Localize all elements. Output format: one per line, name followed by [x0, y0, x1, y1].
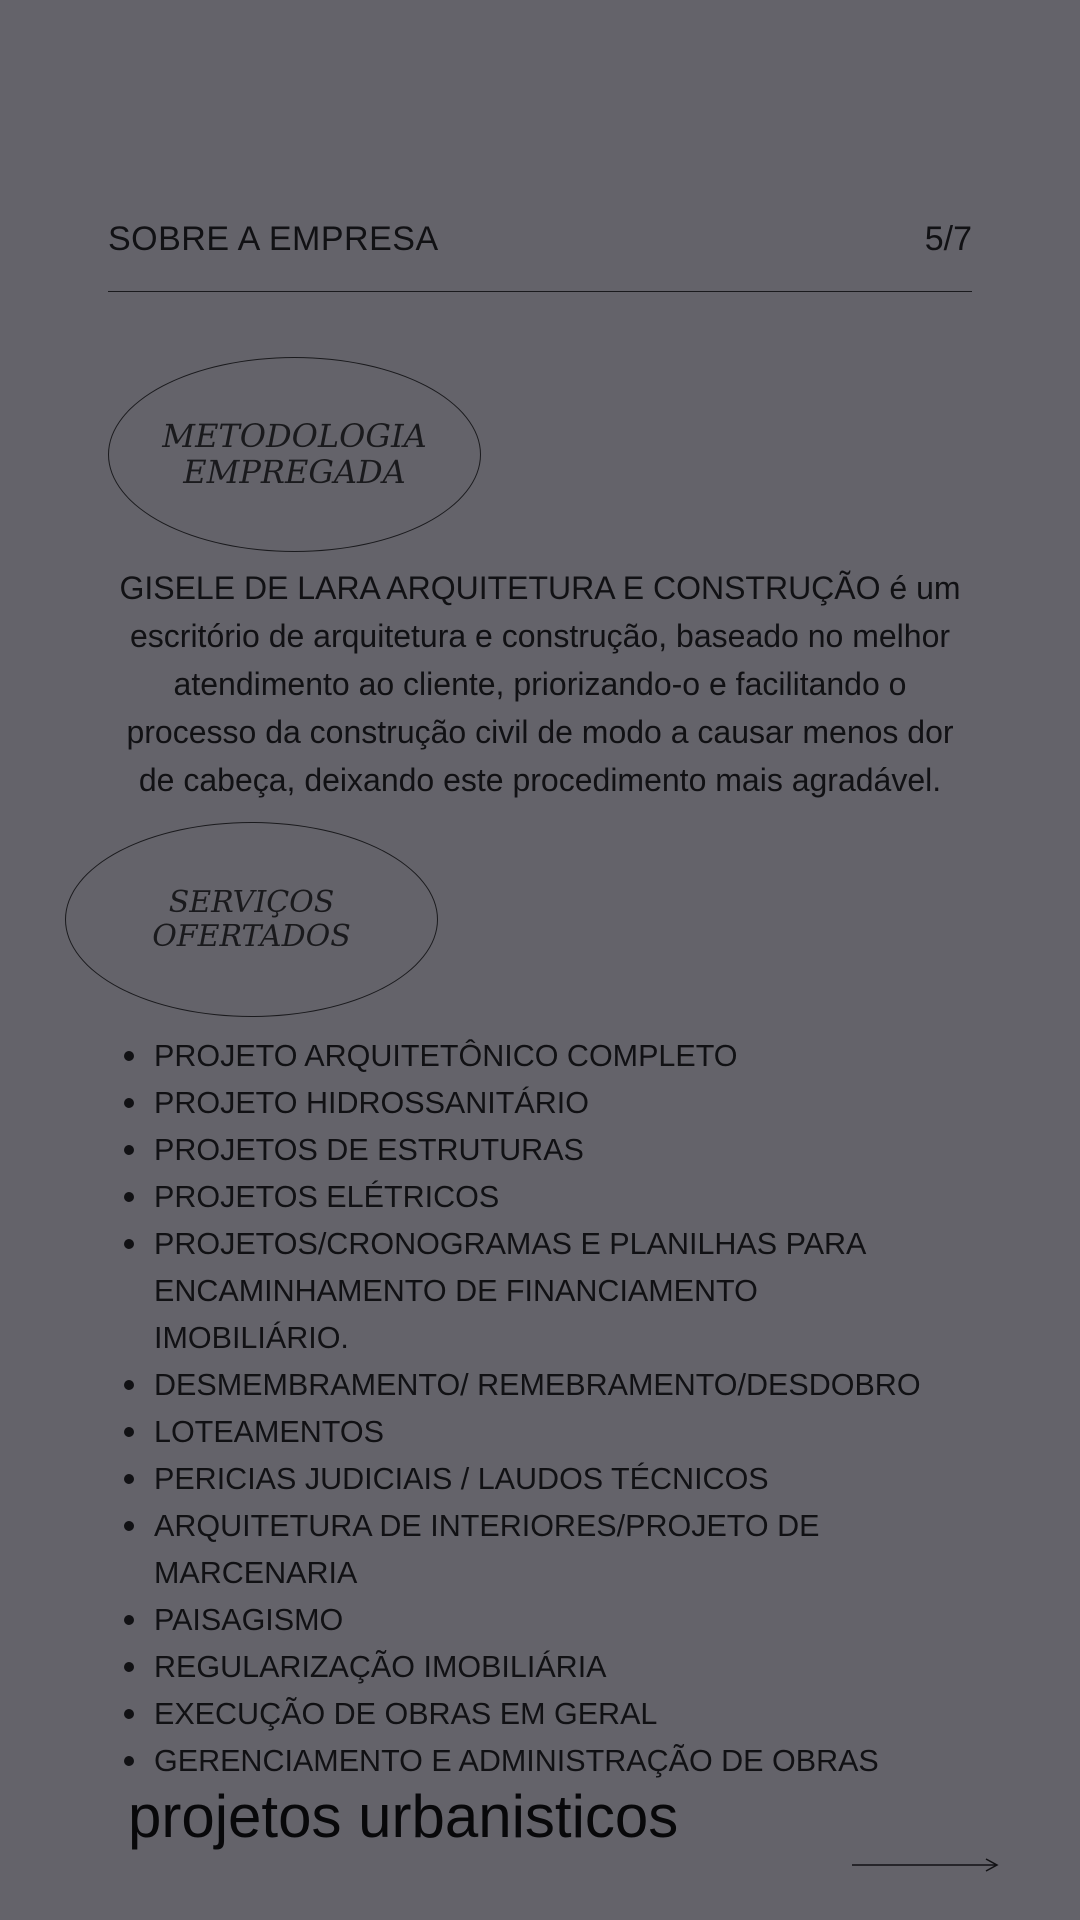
list-item: DESMEMBRAMENTO/ REMEBRAMENTO/DESDOBRO [154, 1362, 1034, 1409]
list-item: PROJETO ARQUITETÔNICO COMPLETO [154, 1033, 1034, 1080]
list-item: REGULARIZAÇÃO IMOBILIÁRIA [154, 1644, 1034, 1691]
bullet-icon [124, 1098, 134, 1108]
methodology-label: METODOLOGIA EMPREGADA [162, 416, 427, 491]
bullet-icon [124, 1662, 134, 1672]
list-item: PAISAGISMO [154, 1597, 1034, 1644]
bullet-icon [124, 1521, 134, 1531]
list-item: EXECUÇÃO DE OBRAS EM GERAL [154, 1691, 1034, 1738]
list-item: PROJETO HIDROSSANITÁRIO [154, 1080, 1034, 1127]
intro-paragraph: GISELE DE LARA ARQUITETURA E CONSTRUÇÃO é um escritório de arquitetura e construção, baseado no melhor atendimento ao cliente, priorizando-o e facilitando o processo da construção civil de modo a causar menos dor de cabeça, deixando este procedimento mais agradável. [119, 570, 961, 798]
services-list [108, 1033, 1034, 1785]
list-item: GERENCIAMENTO E ADMINISTRAÇÃO DE OBRAS [154, 1738, 1034, 1785]
header-divider [108, 291, 972, 292]
bullet-icon [124, 1709, 134, 1719]
bullet-icon [124, 1474, 134, 1484]
bullet-icon [124, 1239, 134, 1249]
list-item: ARQUITETURA DE INTERIORES/PROJETO DE MARCENARIA [154, 1503, 854, 1597]
list-item: PROJETOS ELÉTRICOS [154, 1174, 1034, 1221]
list-item: PROJETOS/CRONOGRAMAS E PLANILHAS PARA ENCAMINHAMENTO DE FINANCIAMENTO IMOBILIÁRIO. [154, 1221, 914, 1362]
bullet-icon [124, 1051, 134, 1061]
bullet-icon [124, 1427, 134, 1437]
methodology-badge [108, 357, 481, 552]
bullet-icon [124, 1192, 134, 1202]
list-item: PROJETOS DE ESTRUTURAS [154, 1127, 1034, 1174]
bullet-icon [124, 1380, 134, 1390]
services-badge [65, 822, 438, 1017]
section-title: SOBRE A EMPRESA [108, 220, 439, 258]
bullet-icon [124, 1145, 134, 1155]
arrow-right-icon[interactable] [850, 1855, 1000, 1875]
list-item: LOTEAMENTOS [154, 1409, 1034, 1456]
footer-extra-service: projetos urbanisticos [128, 1783, 679, 1850]
list-item: PERICIAS JUDICIAIS / LAUDOS TÉCNICOS [154, 1456, 1034, 1503]
bullet-icon [124, 1756, 134, 1766]
page-counter: 5/7 [924, 220, 972, 258]
bullet-icon [124, 1615, 134, 1625]
services-label: SERVIÇOS OFERTADOS [152, 884, 351, 954]
